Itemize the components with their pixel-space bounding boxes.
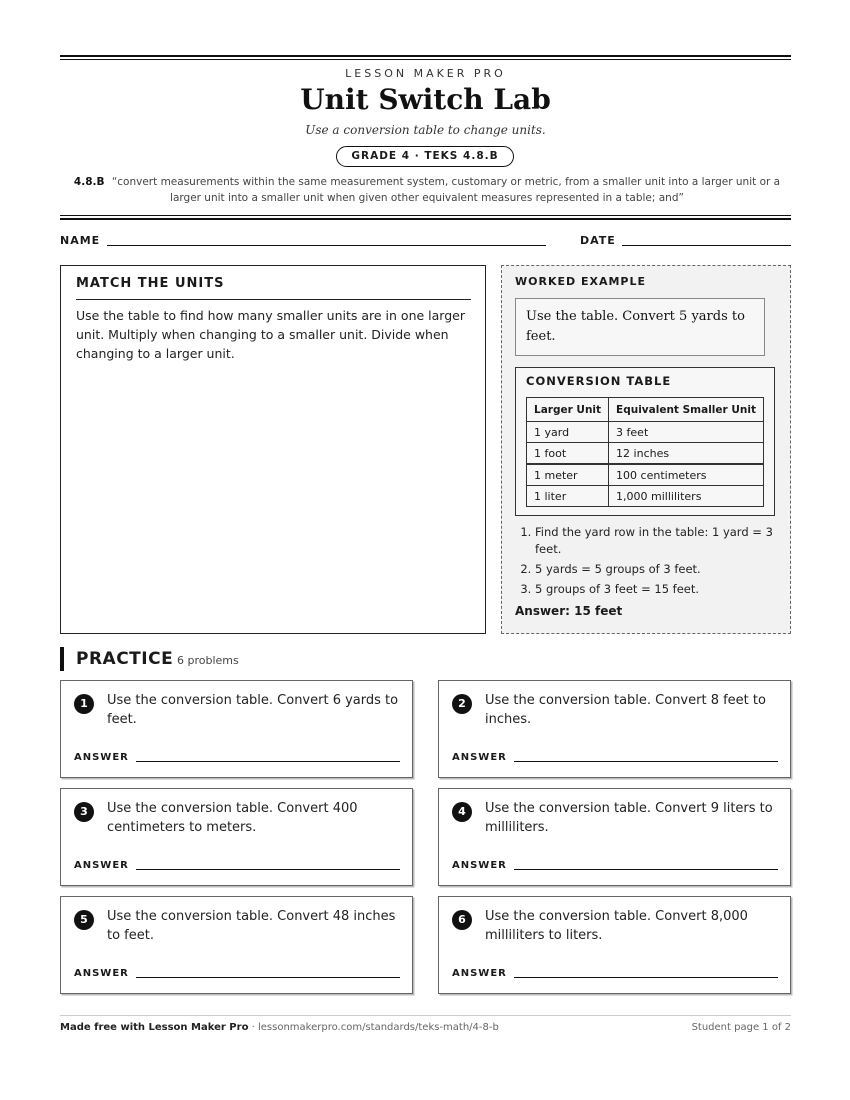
answer-label: ANSWER [452, 860, 507, 871]
problem-card-1 [60, 680, 413, 778]
step-item: 2. 5 yards = 5 groups of 3 feet. [535, 561, 795, 578]
answer-label: ANSWER [74, 752, 129, 763]
match-units-panel [60, 265, 486, 634]
practice-count: 6 problems [177, 654, 239, 667]
top-rule-thin [60, 59, 791, 60]
problem-text: Use the conversion table. Convert 8,000 milliliters to liters. [485, 909, 748, 943]
standard-description [72, 174, 782, 206]
answer-label: ANSWER [452, 752, 507, 763]
date-label: DATE [580, 234, 616, 247]
answer-field[interactable] [136, 977, 400, 978]
problem-text: Use the conversion table. Convert 400 centimeters to meters. [107, 801, 358, 835]
page-subtitle: Use a conversion table to change units. [305, 123, 546, 137]
worked-example-steps [515, 524, 795, 601]
problem-card-6 [438, 896, 791, 994]
footer-credit [60, 1022, 499, 1033]
table-cell: 1 foot [527, 443, 609, 465]
answer-field[interactable] [514, 869, 778, 870]
conversion-table-panel [515, 367, 775, 516]
worked-example-prompt: Use the table. Convert 5 yards to feet. [515, 298, 765, 356]
top-rule [60, 55, 791, 57]
name-label: NAME [60, 234, 101, 247]
header-bottom-rule-thin [60, 215, 791, 216]
problem-number: 6 [452, 910, 472, 930]
table-header-smaller-unit: Equivalent Smaller Unit [609, 398, 764, 422]
table-cell: 1 yard [527, 422, 609, 443]
problem-number: 5 [74, 910, 94, 930]
table-cell: 1 liter [527, 486, 609, 507]
answer-field[interactable] [136, 869, 400, 870]
table-row [527, 464, 764, 486]
worked-example-panel [501, 265, 791, 634]
problem-card-5 [60, 896, 413, 994]
problem-card-4 [438, 788, 791, 886]
worked-example-answer: Answer: 15 feet [515, 604, 623, 618]
step-item: 3. 5 groups of 3 feet = 15 feet. [535, 581, 795, 598]
name-field[interactable] [107, 245, 546, 246]
table-cell: 1,000 milliliters [609, 486, 764, 507]
problem-text: Use the conversion table. Convert 8 feet to inches. [485, 693, 766, 727]
header-bottom-rule [60, 218, 791, 220]
practice-title: PRACTICE [76, 649, 174, 669]
problem-number: 1 [74, 694, 94, 714]
problem-card-3 [60, 788, 413, 886]
match-units-instructions: Use the table to find how many smaller units are in one larger unit. Multiply when changing to a smaller unit. Divide when changing to a larger unit. [76, 308, 465, 361]
answer-label: ANSWER [74, 968, 129, 979]
table-header-larger-unit: Larger Unit [527, 398, 609, 422]
standard-code: 4.8.B [73, 176, 105, 188]
answer-field[interactable] [136, 761, 400, 762]
step-item: 1. Find the yard row in the table: 1 yard = 3 feet. [535, 524, 795, 558]
problem-text: Use the conversion table. Convert 6 yards to feet. [107, 693, 399, 727]
problem-number: 3 [74, 802, 94, 822]
table-cell: 100 centimeters [609, 464, 764, 486]
table-cell: 12 inches [609, 443, 764, 465]
conversion-table [526, 397, 764, 507]
table-row [527, 422, 764, 443]
problem-text: Use the conversion table. Convert 9 liters to milliliters. [485, 801, 773, 835]
match-units-title: MATCH THE UNITS [76, 276, 225, 291]
problem-text: Use the conversion table. Convert 48 inches to feet. [107, 909, 396, 943]
answer-field[interactable] [514, 977, 778, 978]
worksheet-page [60, 0, 791, 1100]
answer-label: ANSWER [452, 968, 507, 979]
conversion-table-title: CONVERSION TABLE [526, 374, 672, 388]
footer-divider [60, 1015, 791, 1016]
problem-card-2 [438, 680, 791, 778]
problem-number: 2 [452, 694, 472, 714]
answer-field[interactable] [514, 761, 778, 762]
table-row [527, 486, 764, 507]
worked-example-title: WORKED EXAMPLE [515, 275, 646, 288]
grade-badge: GRADE 4 · TEKS 4.8.B [336, 146, 514, 167]
problem-number: 4 [452, 802, 472, 822]
table-cell: 1 meter [527, 464, 609, 486]
table-header-row [527, 398, 764, 422]
table-row [527, 443, 764, 465]
date-field[interactable] [622, 245, 791, 246]
practice-accent-bar [60, 647, 64, 671]
standard-text: “convert measurements within the same measurement system, customary or metric, from a smaller unit into a larger unit or a larger unit into a smaller unit when given other equivalent measures represented in a table; and” [111, 176, 781, 204]
footer-made-with: Made free with Lesson Maker Pro [60, 1022, 249, 1033]
footer-url[interactable]: · lessonmakerpro.com/standards/teks-math/4-8-b [248, 1022, 499, 1033]
answer-label: ANSWER [74, 860, 129, 871]
table-cell: 3 feet [609, 422, 764, 443]
brand-name: LESSON MAKER PRO [345, 67, 506, 80]
page-title: Unit Switch Lab [300, 83, 551, 116]
match-units-divider [76, 299, 471, 300]
footer-page-number: Student page 1 of 2 [691, 1022, 791, 1033]
